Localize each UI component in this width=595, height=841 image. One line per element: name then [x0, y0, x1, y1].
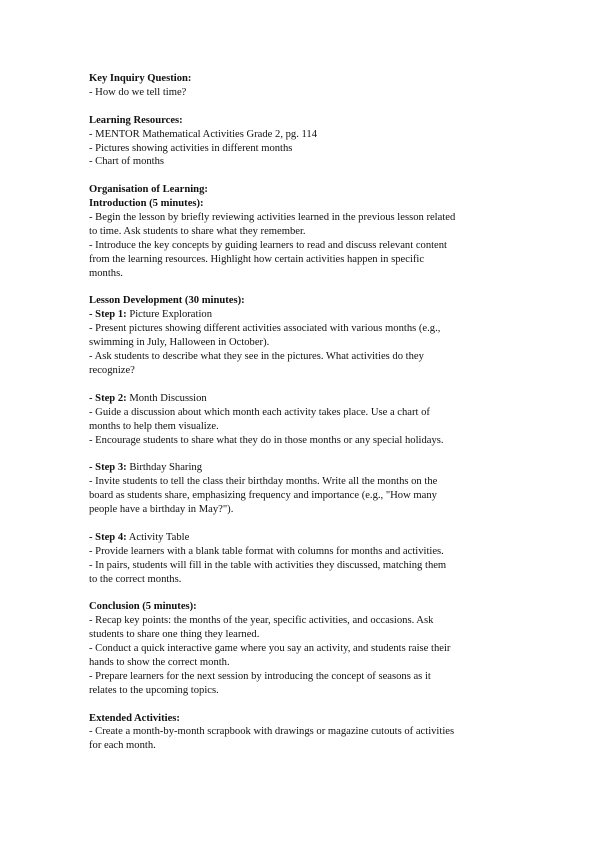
step-2-title [89, 392, 509, 406]
conclusion-line: students to share one thing they learned. [89, 629, 260, 641]
step-line: - Provide learners with a blank table format with columns for months and activities. [89, 545, 444, 557]
introduction-line: months. [89, 267, 123, 279]
development-heading: Lesson Development (30 minutes): [89, 295, 245, 307]
conclusion-heading: Conclusion (5 minutes): [89, 601, 197, 613]
extended-heading: Extended Activities: [89, 712, 180, 724]
step-label: - Step 1: [89, 309, 127, 321]
step-line: board as students share, emphasizing frequency and importance (e.g., "How many [89, 490, 437, 502]
extended-line: for each month. [89, 740, 156, 752]
introduction-line: from the learning resources. Highlight how certain activities happen in specific [89, 253, 425, 265]
step-4-title [89, 531, 509, 545]
step-label: - Step 3: [89, 462, 127, 474]
organisation-heading: Organisation of Learning: [89, 184, 208, 196]
step-line: to the correct months. [89, 573, 182, 585]
conclusion-line: - Prepare learners for the next session by introducing the concept of seasons as it [89, 670, 431, 682]
step-name: Picture Exploration [126, 309, 212, 321]
step-name: Month Discussion [126, 392, 207, 404]
extended-line: - Create a month-by-month scrapbook with drawings or magazine cutouts of activities [89, 726, 455, 738]
step-line: people have a birthday in May?"). [89, 504, 234, 516]
step-label: - Step 2: [89, 392, 127, 404]
step-label: - Step 4: [89, 531, 127, 543]
step-1-title [89, 308, 509, 322]
introduction-line: - Introduce the key concepts by guiding learners to read and discuss relevant content [89, 239, 448, 251]
step-line: - In pairs, students will fill in the table with activities they discussed, matching them [89, 559, 447, 571]
introduction-line: to time. Ask students to share what they remember. [89, 225, 306, 237]
conclusion-line: hands to show the correct month. [89, 656, 230, 668]
step-name: Birthday Sharing [126, 462, 202, 474]
resources-heading: Learning Resources: [89, 114, 183, 126]
step-line: recognize? [89, 364, 135, 376]
lesson-plan-page [89, 72, 509, 753]
step-line: - Invite students to tell the class their birthday months. Write all the months on the [89, 476, 438, 488]
conclusion-line: - Conduct a quick interactive game where you say an activity, and students raise their [89, 643, 451, 655]
step-line: - Guide a discussion about which month each activity takes place. Use a chart of [89, 406, 430, 418]
step-line: - Encourage students to share what they do in those months or any special holidays. [89, 434, 444, 446]
conclusion-line: relates to the upcoming topics. [89, 684, 219, 696]
conclusion-line: - Recap key points: the months of the year, specific activities, and occasions. Ask [89, 615, 434, 627]
inquiry-item: - How do we tell time? [89, 86, 187, 98]
resource-item: - Pictures showing activities in different months [89, 142, 293, 154]
step-line: months to help them visualize. [89, 420, 219, 432]
step-line: - Ask students to describe what they see in the pictures. What activities do they [89, 351, 424, 363]
step-name: Activity Table [126, 531, 190, 543]
step-3-title [89, 461, 509, 475]
inquiry-heading: Key Inquiry Question: [89, 73, 192, 84]
introduction-heading: Introduction (5 minutes): [89, 198, 204, 210]
introduction-line: - Begin the lesson by briefly reviewing activities learned in the previous lesson related [89, 212, 456, 224]
resource-item: - Chart of months [89, 156, 165, 168]
step-line: swimming in July, Halloween in October). [89, 337, 270, 349]
resource-item: - MENTOR Mathematical Activities Grade 2, pg. 114 [89, 128, 318, 140]
step-line: - Present pictures showing different activities associated with various months (e.g., [89, 323, 441, 335]
